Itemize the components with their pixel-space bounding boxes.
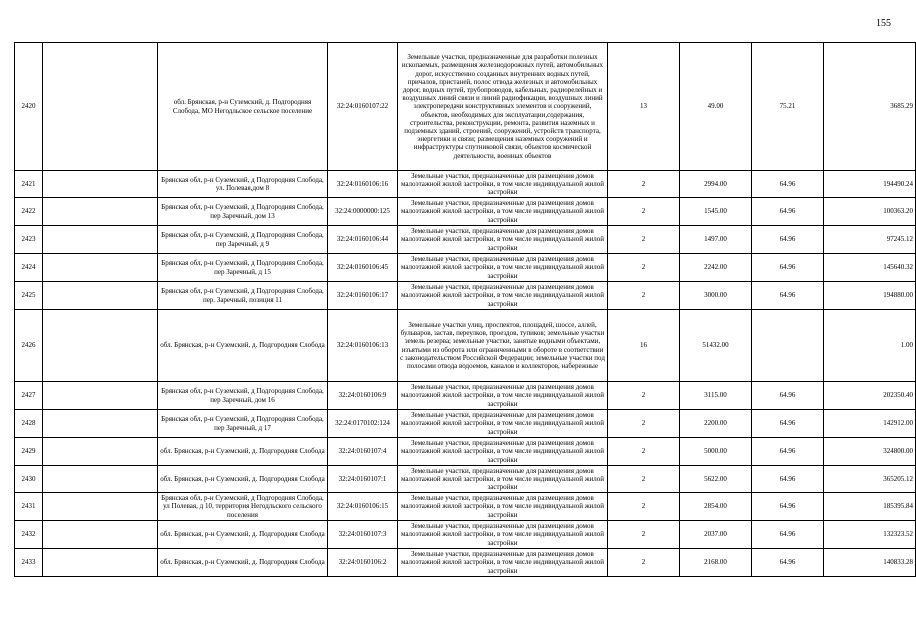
permitted-use-cell: Земельные участки, предназначенные для разработки полезных ископаемых, размещения железнодорожных путей, автомобильных дорог, искусственно созданных внутренних водных путей, причалов, пристаней, полос отвода железных и автомобильных дорог, водных путей, трубопроводов, кабельных, радиорелейных и воздушных линий связи и линий радиофикации, воздушных линий электропередачи конструктивных элементов и сооружений, объектов, необходимых для эксплуатации,содержания, строительства, реконструкции, ремонта, развития наземных и подземных зданий, строений, сооружений, устройств транспорта, энергетики и связи; размещения наземных сооружений и инфраструктуры спутниковой связи, объектов космической деятельности, военных объектов	[398, 43, 608, 171]
row-number: 2421	[15, 171, 43, 198]
use-group-cell: 13	[608, 43, 680, 171]
cadastral-value-cell: 1.00	[824, 310, 916, 382]
address-cell: обл. Брянская, р-н Суземский, д. Подгородняя Слобода	[158, 549, 328, 577]
empty-cell	[43, 282, 158, 310]
area-cell: 1497.00	[680, 226, 752, 254]
address-cell: Брянская обл, р-н Суземский, д Подгородняя Слобода, ул. Полевая,дом 8	[158, 171, 328, 198]
permitted-use-cell: Земельные участки, предназначенные для размещения домов малоэтажной жилой застройки, в том числе индивидуальной жилой застройки	[398, 171, 608, 198]
table-row	[15, 171, 916, 198]
permitted-use-cell: Земельные участки, предназначенные для размещения домов малоэтажной жилой застройки, в том числе индивидуальной жилой застройки	[398, 438, 608, 466]
use-group-cell: 2	[608, 438, 680, 466]
address-cell: обл. Брянская, р-н Суземский, д. Подгородняя Слобода	[158, 438, 328, 466]
specific-value-cell	[752, 310, 824, 382]
cadastral-value-cell: 194490.24	[824, 171, 916, 198]
permitted-use-cell: Земельные участки, предназначенные для размещения домов малоэтажной жилой застройки, в том числе индивидуальной жилой застройки	[398, 493, 608, 521]
use-group-cell: 2	[608, 410, 680, 438]
table-row	[15, 226, 916, 254]
permitted-use-cell: Земельные участки, предназначенные для размещения домов малоэтажной жилой застройки, в том числе индивидуальной жилой застройки	[398, 382, 608, 410]
empty-cell	[43, 493, 158, 521]
address-cell: Брянская обл, р-н Суземский, д Подгородняя Слобода, пер Заречный, дом 16	[158, 382, 328, 410]
cadastral-value-cell: 132323.52	[824, 521, 916, 549]
table-row	[15, 43, 916, 171]
cadastral-number-cell: 32:24:0160107:4	[328, 438, 398, 466]
empty-cell	[43, 171, 158, 198]
table-row	[15, 198, 916, 226]
table-row	[15, 282, 916, 310]
address-cell: обл. Брянская, р-н Суземский, д. Подгородняя Слобода	[158, 466, 328, 493]
table-row	[15, 521, 916, 549]
cadastral-number-cell: 32:24:0160106:44	[328, 226, 398, 254]
table-row	[15, 310, 916, 382]
row-number: 2427	[15, 382, 43, 410]
cadastral-number-cell: 32:24:0160106:2	[328, 549, 398, 577]
area-cell: 3115.00	[680, 382, 752, 410]
specific-value-cell: 64.96	[752, 410, 824, 438]
permitted-use-cell: Земельные участки, предназначенные для размещения домов малоэтажной жилой застройки, в том числе индивидуальной жилой застройки	[398, 282, 608, 310]
row-number: 2428	[15, 410, 43, 438]
cadastral-value-cell: 140833.28	[824, 549, 916, 577]
table-row	[15, 382, 916, 410]
permitted-use-cell: Земельные участки, предназначенные для размещения домов малоэтажной жилой застройки, в том числе индивидуальной жилой застройки	[398, 549, 608, 577]
use-group-cell: 2	[608, 521, 680, 549]
use-group-cell: 2	[608, 282, 680, 310]
area-cell: 3000.00	[680, 282, 752, 310]
use-group-cell: 2	[608, 226, 680, 254]
table-row	[15, 549, 916, 577]
area-cell: 2200.00	[680, 410, 752, 438]
address-cell: Брянская обл, р-н Суземский, д Подгородняя Слобода, пер Заречный, д 15	[158, 254, 328, 282]
permitted-use-cell: Земельные участки, предназначенные для размещения домов малоэтажной жилой застройки, в том числе индивидуальной жилой застройки	[398, 198, 608, 226]
use-group-cell: 2	[608, 171, 680, 198]
address-cell: обл. Брянская, р-н Суземский, д. Подгородняя Слобода, МО Негодльское сельское поселение	[158, 43, 328, 171]
permitted-use-cell: Земельные участки, предназначенные для размещения домов малоэтажной жилой застройки, в том числе индивидуальной жилой застройки	[398, 226, 608, 254]
area-cell: 49.00	[680, 43, 752, 171]
row-number: 2422	[15, 198, 43, 226]
area-cell: 2854.00	[680, 493, 752, 521]
address-cell: Брянская обл, р-н Суземский, д Подгородняя Слобода, пер Заречный, дом 13	[158, 198, 328, 226]
empty-cell	[43, 198, 158, 226]
specific-value-cell: 64.96	[752, 493, 824, 521]
table-body	[15, 43, 916, 577]
table-row	[15, 493, 916, 521]
specific-value-cell: 64.96	[752, 382, 824, 410]
empty-cell	[43, 43, 158, 171]
area-cell: 2242.00	[680, 254, 752, 282]
cadastral-value-cell: 202350.40	[824, 382, 916, 410]
use-group-cell: 2	[608, 382, 680, 410]
specific-value-cell: 64.96	[752, 521, 824, 549]
cadastral-number-cell: 32:24:0160106:45	[328, 254, 398, 282]
specific-value-cell: 64.96	[752, 438, 824, 466]
empty-cell	[43, 438, 158, 466]
row-number: 2430	[15, 466, 43, 493]
use-group-cell: 2	[608, 198, 680, 226]
cadastral-number-cell: 32:24:0160106:13	[328, 310, 398, 382]
specific-value-cell: 75.21	[752, 43, 824, 171]
cadastral-value-cell: 365205.12	[824, 466, 916, 493]
cadastral-value-cell: 97245.12	[824, 226, 916, 254]
cadastral-number-cell: 32:24:0160107:3	[328, 521, 398, 549]
use-group-cell: 2	[608, 466, 680, 493]
permitted-use-cell: Земельные участки улиц, проспектов, площадей, шоссе, аллей, бульваров, застав, переулков, проездов, тупиков; земельные участки земель резерва; земельные участки, занятые водными объектами, изъятыми из оборота или ограниченными в обороте в соответствии с законодательством Российской Федерации; земельные участки под полосами отвода водоемов, каналов и коллекторов, набережные	[398, 310, 608, 382]
cadastral-number-cell: 32:24:0170102:124	[328, 410, 398, 438]
row-number: 2425	[15, 282, 43, 310]
specific-value-cell: 64.96	[752, 226, 824, 254]
area-cell: 51432.00	[680, 310, 752, 382]
row-number: 2431	[15, 493, 43, 521]
specific-value-cell: 64.96	[752, 171, 824, 198]
area-cell: 2994.00	[680, 171, 752, 198]
use-group-cell: 2	[608, 549, 680, 577]
table-row	[15, 438, 916, 466]
cadastral-number-cell: 32:24:0160106:16	[328, 171, 398, 198]
empty-cell	[43, 226, 158, 254]
permitted-use-cell: Земельные участки, предназначенные для размещения домов малоэтажной жилой застройки, в том числе индивидуальной жилой застройки	[398, 521, 608, 549]
area-cell: 5000.00	[680, 438, 752, 466]
empty-cell	[43, 254, 158, 282]
page-number: 155	[876, 18, 891, 29]
row-number: 2426	[15, 310, 43, 382]
specific-value-cell: 64.96	[752, 466, 824, 493]
address-cell: Брянская обл, р-н Суземский, д Подгородняя Слобода, пер Заречный, д 17	[158, 410, 328, 438]
empty-cell	[43, 310, 158, 382]
cadastral-number-cell: 32:24:0160106:15	[328, 493, 398, 521]
empty-cell	[43, 549, 158, 577]
specific-value-cell: 64.96	[752, 549, 824, 577]
specific-value-cell: 64.96	[752, 254, 824, 282]
address-cell: Брянская обл, р-н Суземский, д Подгородняя Слобода, пер. Заречный, позиция 11	[158, 282, 328, 310]
cadastral-value-cell: 3685.29	[824, 43, 916, 171]
permitted-use-cell: Земельные участки, предназначенные для размещения домов малоэтажной жилой застройки, в том числе индивидуальной жилой застройки	[398, 254, 608, 282]
land-registry-table	[14, 42, 916, 577]
row-number: 2432	[15, 521, 43, 549]
specific-value-cell: 64.96	[752, 198, 824, 226]
cadastral-value-cell: 324800.00	[824, 438, 916, 466]
cadastral-number-cell: 32:24:0160107:22	[328, 43, 398, 171]
row-number: 2433	[15, 549, 43, 577]
table-row	[15, 254, 916, 282]
use-group-cell: 2	[608, 493, 680, 521]
cadastral-number-cell: 32:24:0160106:17	[328, 282, 398, 310]
permitted-use-cell: Земельные участки, предназначенные для размещения домов малоэтажной жилой застройки, в том числе индивидуальной жилой застройки	[398, 410, 608, 438]
address-cell: Брянская обл, р-н Суземский, д Подгородняя Слобода, ул Полевая, д 10, территория Негодльского сельского поселения	[158, 493, 328, 521]
table-row	[15, 466, 916, 493]
row-number: 2420	[15, 43, 43, 171]
cadastral-value-cell: 185395.84	[824, 493, 916, 521]
row-number: 2423	[15, 226, 43, 254]
cadastral-number-cell: 32:24:0000000:125	[328, 198, 398, 226]
area-cell: 2168.00	[680, 549, 752, 577]
empty-cell	[43, 521, 158, 549]
cadastral-number-cell: 32:24:0160107:1	[328, 466, 398, 493]
address-cell: обл. Брянская, р-н Суземский, д. Подгородняя Слобода	[158, 310, 328, 382]
cadastral-value-cell: 145640.32	[824, 254, 916, 282]
empty-cell	[43, 466, 158, 493]
use-group-cell: 16	[608, 310, 680, 382]
empty-cell	[43, 382, 158, 410]
cadastral-value-cell: 142912.00	[824, 410, 916, 438]
cadastral-number-cell: 32:24:0160106:9	[328, 382, 398, 410]
row-number: 2424	[15, 254, 43, 282]
area-cell: 1545.00	[680, 198, 752, 226]
specific-value-cell: 64.96	[752, 282, 824, 310]
table-row	[15, 410, 916, 438]
cadastral-value-cell: 194880.00	[824, 282, 916, 310]
address-cell: обл. Брянская, р-н Суземский, д. Подгородняя Слобода	[158, 521, 328, 549]
area-cell: 5622.00	[680, 466, 752, 493]
empty-cell	[43, 410, 158, 438]
row-number: 2429	[15, 438, 43, 466]
area-cell: 2037.00	[680, 521, 752, 549]
cadastral-value-cell: 100363.20	[824, 198, 916, 226]
address-cell: Брянская обл, р-н Суземский, д Подгородняя Слобода, пер Заречный, д 9	[158, 226, 328, 254]
permitted-use-cell: Земельные участки, предназначенные для размещения домов малоэтажной жилой застройки, в том числе индивидуальной жилой застройки	[398, 466, 608, 493]
use-group-cell: 2	[608, 254, 680, 282]
